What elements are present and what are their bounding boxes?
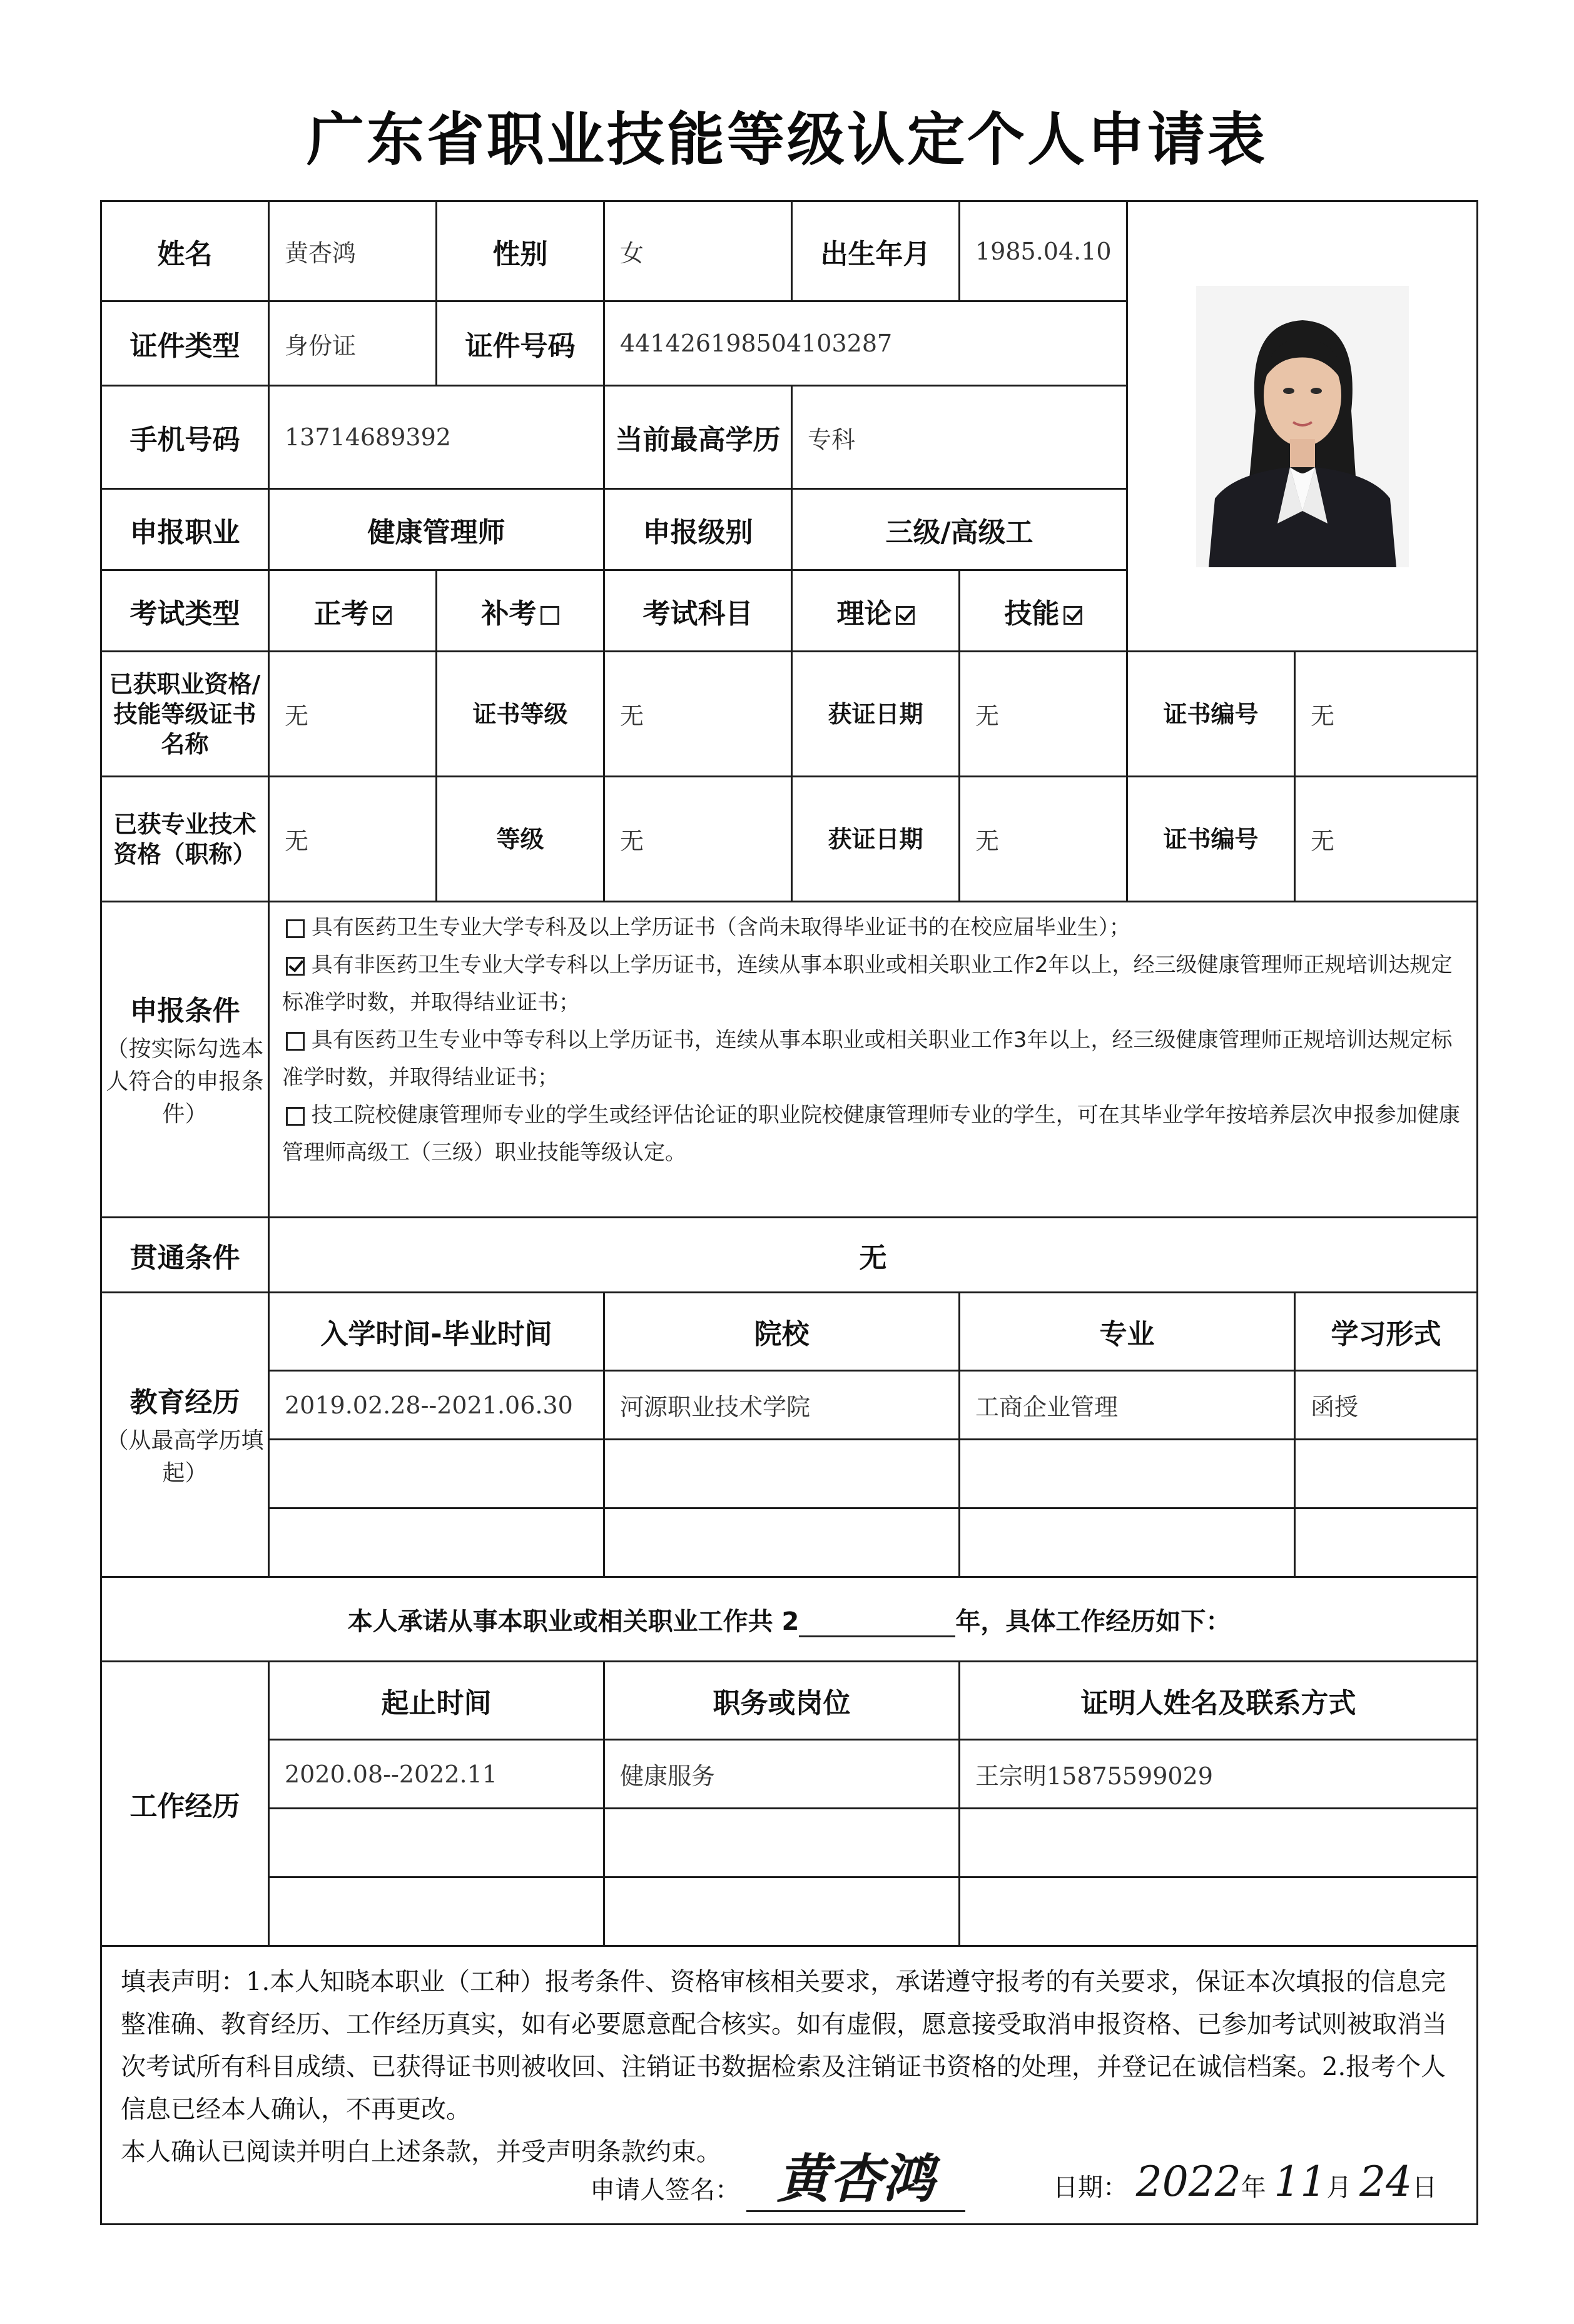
work-period-cell[interactable] (269, 1809, 604, 1877)
cert-no-value[interactable]: 无 (1295, 652, 1478, 777)
condition-checkbox-3[interactable] (286, 1032, 305, 1051)
subject-label: 考试科目 (604, 570, 792, 652)
exam-normal-option[interactable] (269, 570, 437, 652)
table-row (101, 1508, 1478, 1577)
declaration-text: 填表声明：1.本人知晓本职业（工种）报考条件、资格审核相关要求，承诺遵守报考的有关要求，保证本次填报的信息完整准确、教育经历、工作经历真实，如有必要愿意配合核实。如有虚假，愿意接受取消申报资格、已参加考试则被取消当次考试所有科目成绩、已获得证书则被收回、注销证书数据检索及注销证书资格的处理，并登记在诚信档案。2.报考个人信息已经本人确认，不再更改。 (121, 1968, 1447, 2124)
cert-date-value[interactable]: 无 (960, 652, 1127, 777)
prof-grade-value[interactable]: 无 (604, 777, 792, 902)
date-year-unit: 年 (1241, 2173, 1266, 2202)
condition-text-1: 具有医药卫生专业大学专科及以上学历证书（含尚未取得毕业证书的在校应届毕业生）； (311, 915, 1130, 940)
condition-checkbox-2[interactable] (286, 957, 305, 976)
condition-text-4: 技工院校健康管理师专业的学生或经评估论证的职业院校健康管理师专业的学生，可在其毕业学年按培养层次申报参加健康管理师高级工（三级）职业技能等级认定。 (282, 1103, 1460, 1165)
work-reference-cell[interactable] (960, 1809, 1478, 1877)
subject-skill-text: 技能 (1004, 597, 1060, 630)
phone-label: 手机号码 (101, 386, 269, 489)
work-reference-cell[interactable] (960, 1877, 1478, 1946)
applicant-signature[interactable]: 黄杏鸿 (746, 2148, 965, 2212)
education-label-cell (101, 1293, 269, 1577)
work-position-cell[interactable]: 健康服务 (604, 1740, 960, 1809)
promise-years-blank (799, 1610, 955, 1637)
prof-no-label: 证书编号 (1127, 777, 1295, 902)
declaration-confirm: 本人确认已阅读并明白上述条款，并受声明条款约束。 (121, 2138, 721, 2166)
id-no-value[interactable]: 441426198504103287 (604, 301, 1127, 386)
name-value[interactable]: 黄杏鸿 (269, 201, 437, 301)
work-reference-cell[interactable]: 王宗明15875599029 (960, 1740, 1478, 1809)
edu-header-major: 专业 (960, 1293, 1295, 1371)
edu-major-cell[interactable] (960, 1508, 1295, 1577)
signature-row (102, 2148, 1476, 2217)
cert-grade-label: 证书等级 (437, 652, 604, 777)
conditions-label: 申报条件 (129, 995, 240, 1027)
subject-skill-option[interactable] (960, 570, 1127, 652)
date-day: 24 (1359, 2158, 1413, 2206)
conditions-cell (269, 902, 1478, 1218)
work-label: 工作经历 (101, 1662, 269, 1946)
signature-label: 申请人签名： (590, 2176, 740, 2205)
edu-major-cell[interactable] (960, 1440, 1295, 1508)
promise-years[interactable]: 2 (781, 1607, 800, 1636)
condition-option-4[interactable] (282, 1096, 1464, 1171)
date-year: 2022 (1135, 2158, 1241, 2206)
edu-value[interactable]: 专科 (792, 386, 1127, 489)
education-hint: （从最高学历填起） (106, 1428, 264, 1486)
occupation-value[interactable]: 健康管理师 (269, 489, 604, 570)
edu-header-school: 院校 (604, 1293, 960, 1371)
cert-no-label: 证书编号 (1127, 652, 1295, 777)
work-position-cell[interactable] (604, 1809, 960, 1877)
promise-suffix: 年，具体工作经历如下： (955, 1607, 1231, 1636)
work-period-cell[interactable] (269, 1877, 604, 1946)
subject-skill-checkbox[interactable] (1064, 606, 1082, 625)
condition-text-2: 具有非医药卫生专业大学专科以上学历证书，连续从事本职业或相关职业工作2年以上，经三级健康管理师正规培训达规定标准学时数，并取得结业证书； (282, 952, 1453, 1015)
exam-type-label: 考试类型 (101, 570, 269, 652)
condition-option-2[interactable] (282, 946, 1464, 1021)
through-label: 贯通条件 (101, 1218, 269, 1293)
work-position-cell[interactable] (604, 1877, 960, 1946)
condition-option-3[interactable] (282, 1021, 1464, 1096)
subject-theory-text: 理论 (836, 597, 892, 630)
declaration-cell (101, 1946, 1478, 2225)
prof-no-value[interactable]: 无 (1295, 777, 1478, 902)
condition-text-3: 具有医药卫生专业中等专科以上学历证书，连续从事本职业或相关职业工作3年以上，经三级健康管理师正规培训达规定标准学时数，并取得结业证书； (282, 1028, 1453, 1090)
exam-makeup-checkbox[interactable] (541, 606, 559, 625)
prof-title-label: 已获专业技术资格（职称） (101, 777, 269, 902)
table-row (101, 1809, 1478, 1877)
condition-checkbox-1[interactable] (286, 919, 305, 938)
subject-theory-checkbox[interactable] (896, 606, 915, 625)
work-header-position: 职务或岗位 (604, 1662, 960, 1740)
prof-grade-label: 等级 (437, 777, 604, 902)
work-years-promise (101, 1577, 1478, 1662)
occupation-label: 申报职业 (101, 489, 269, 570)
date-field[interactable] (1053, 2158, 1437, 2206)
cert-date-label: 获证日期 (792, 652, 960, 777)
exam-makeup-option[interactable] (437, 570, 604, 652)
edu-period-cell[interactable] (269, 1508, 604, 1577)
date-month-unit: 月 (1326, 2173, 1352, 2202)
photo-cell (1127, 201, 1478, 652)
date-month: 11 (1274, 2158, 1327, 2206)
name-label: 姓名 (101, 201, 269, 301)
through-value[interactable]: 无 (269, 1218, 1478, 1293)
edu-mode-cell[interactable]: 函授 (1295, 1371, 1478, 1440)
promise-prefix: 本人承诺从事本职业或相关职业工作共 (347, 1607, 773, 1636)
id-type-label: 证件类型 (101, 301, 269, 386)
cert-name-label: 已获职业资格/技能等级证书名称 (101, 652, 269, 777)
phone-value[interactable]: 13714689392 (269, 386, 604, 489)
id-type-value[interactable]: 身份证 (269, 301, 437, 386)
id-no-label: 证件号码 (437, 301, 604, 386)
edu-period-cell[interactable] (269, 1440, 604, 1508)
table-row (101, 1877, 1478, 1946)
edu-school-cell[interactable] (604, 1508, 960, 1577)
edu-header-period: 入学时间-毕业时间 (269, 1293, 604, 1371)
exam-makeup-text: 补考 (481, 597, 537, 630)
work-period-cell[interactable]: 2020.08--2022.11 (269, 1740, 604, 1809)
table-row (101, 1440, 1478, 1508)
condition-checkbox-4[interactable] (286, 1107, 305, 1126)
work-header-reference: 证明人姓名及联系方式 (960, 1662, 1478, 1740)
cert-name-value[interactable]: 无 (269, 652, 437, 777)
edu-period-cell[interactable]: 2019.02.28--2021.06.30 (269, 1371, 604, 1440)
date-label: 日期： (1053, 2173, 1128, 2202)
edu-mode-cell[interactable] (1295, 1508, 1478, 1577)
level-value[interactable]: 三级/高级工 (792, 489, 1127, 570)
conditions-hint: （按实际勾选本人符合的申报条件） (106, 1036, 264, 1127)
edu-mode-cell[interactable] (1295, 1440, 1478, 1508)
table-row (101, 1371, 1478, 1440)
application-form (100, 200, 1478, 2225)
date-day-unit: 日 (1412, 2173, 1438, 2202)
birth-value[interactable]: 1985.04.10 (960, 201, 1127, 301)
condition-option-1[interactable] (282, 909, 1464, 946)
exam-normal-text: 正考 (313, 597, 369, 630)
level-label: 申报级别 (604, 489, 792, 570)
edu-school-cell[interactable] (604, 1440, 960, 1508)
prof-title-value[interactable]: 无 (269, 777, 437, 902)
gender-value[interactable]: 女 (604, 201, 792, 301)
edu-header-mode: 学习形式 (1295, 1293, 1478, 1371)
gender-label: 性别 (437, 201, 604, 301)
birth-label: 出生年月 (792, 201, 960, 301)
edu-major-cell[interactable]: 工商企业管理 (960, 1371, 1295, 1440)
applicant-photo (1196, 286, 1409, 567)
table-row (101, 1740, 1478, 1809)
prof-date-label: 获证日期 (792, 777, 960, 902)
conditions-label-cell (101, 902, 269, 1218)
work-header-period: 起止时间 (269, 1662, 604, 1740)
form-title: 广东省职业技能等级认定个人申请表 (306, 106, 1267, 173)
education-label: 教育经历 (129, 1387, 240, 1418)
subject-theory-option[interactable] (792, 570, 960, 652)
edu-school-cell[interactable]: 河源职业技术学院 (604, 1371, 960, 1440)
cert-grade-value[interactable]: 无 (604, 652, 792, 777)
exam-normal-checkbox[interactable] (373, 606, 392, 625)
edu-label: 当前最高学历 (604, 386, 792, 489)
prof-date-value[interactable]: 无 (960, 777, 1127, 902)
